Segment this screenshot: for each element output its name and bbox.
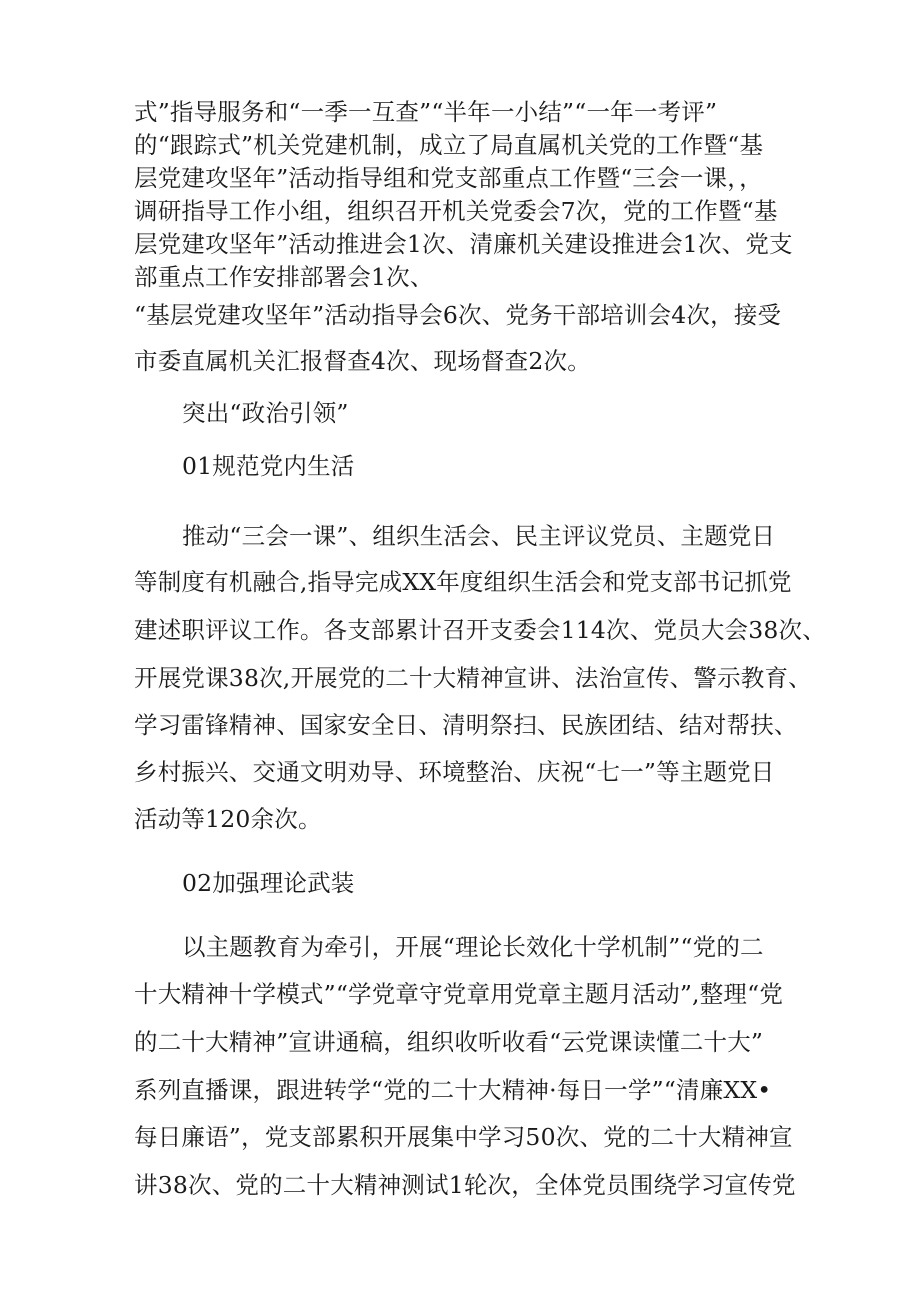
body-line: 建述职评议工作。各支部累计召开支委会114次、党员大会38次、 bbox=[134, 616, 826, 644]
body-line: 以主题教育为牵引，开展“理论长效化十学机制”“党的二 bbox=[182, 933, 764, 961]
body-line: 每日廉语”，党支部累积开展集中学习50次、党的二十大精神宣 bbox=[134, 1123, 793, 1151]
body-line: 学习雷锋精神、国家安全日、清明祭扫、民族团结、结对帮扶、 bbox=[134, 711, 798, 739]
body-line: 十大精神十学模式”“学党章守党章用党章主题月活动”,整理“党 bbox=[134, 980, 784, 1008]
body-line: 等制度有机融合,指导完成XX年度组织生活会和党支部书记抓党 bbox=[134, 568, 792, 596]
subsection-heading-02: 02加强理论武装 bbox=[182, 869, 355, 897]
intro-cont-line: 市委直属机关汇报督查4次、现场督查2次。 bbox=[134, 347, 591, 375]
body-line: 讲38次、党的二十大精神测试1轮次，全体党员围绕学习宣传党 bbox=[134, 1171, 796, 1199]
body-line: 活动等120余次。 bbox=[134, 805, 322, 833]
body-line: 推动“三会一课”、组织生活会、民主评议党员、主题党日 bbox=[182, 522, 776, 550]
subsection-heading-01: 01规范党内生活 bbox=[182, 452, 355, 480]
intro-line: 的“跟踪式”机关党建机制，成立了局直属机关党的工作暨“基 bbox=[134, 131, 764, 159]
intro-line: 层党建攻坚年”活动推进会1次、清廉机关建设推进会1次、党支 bbox=[134, 230, 793, 258]
intro-line: 部重点工作安排部署会1次、 bbox=[134, 263, 434, 291]
intro-line: 层党建攻坚年”活动指导组和党支部重点工作暨“三会一课，， bbox=[134, 164, 763, 192]
intro-line: 调研指导工作小组，组织召开机关党委会7次，党的工作暨“基 bbox=[134, 197, 778, 225]
section-heading: 突出“政治引领” bbox=[182, 399, 349, 427]
body-line: 的二十大精神”宣讲通稿，组织收听收看“云党课读懂二十大” bbox=[134, 1028, 764, 1056]
body-line: 乡村振兴、交通文明劝导、环境整治、庆祝“七一”等主题党日 bbox=[134, 758, 775, 786]
body-line: 开展党课38次,开展党的二十大精神宣讲、法治宣传、警示教育、 bbox=[134, 664, 812, 692]
intro-cont-line: “基层党建攻坚年”活动指导会6次、党务干部培训会4次，接受 bbox=[134, 301, 782, 329]
intro-line: 式”指导服务和“一季一互查”“半年一小结”“一年一考评” bbox=[134, 98, 718, 126]
body-line: 系列直播课，跟进转学“党的二十大精神·每日一学”“清廉XX• bbox=[134, 1076, 772, 1104]
